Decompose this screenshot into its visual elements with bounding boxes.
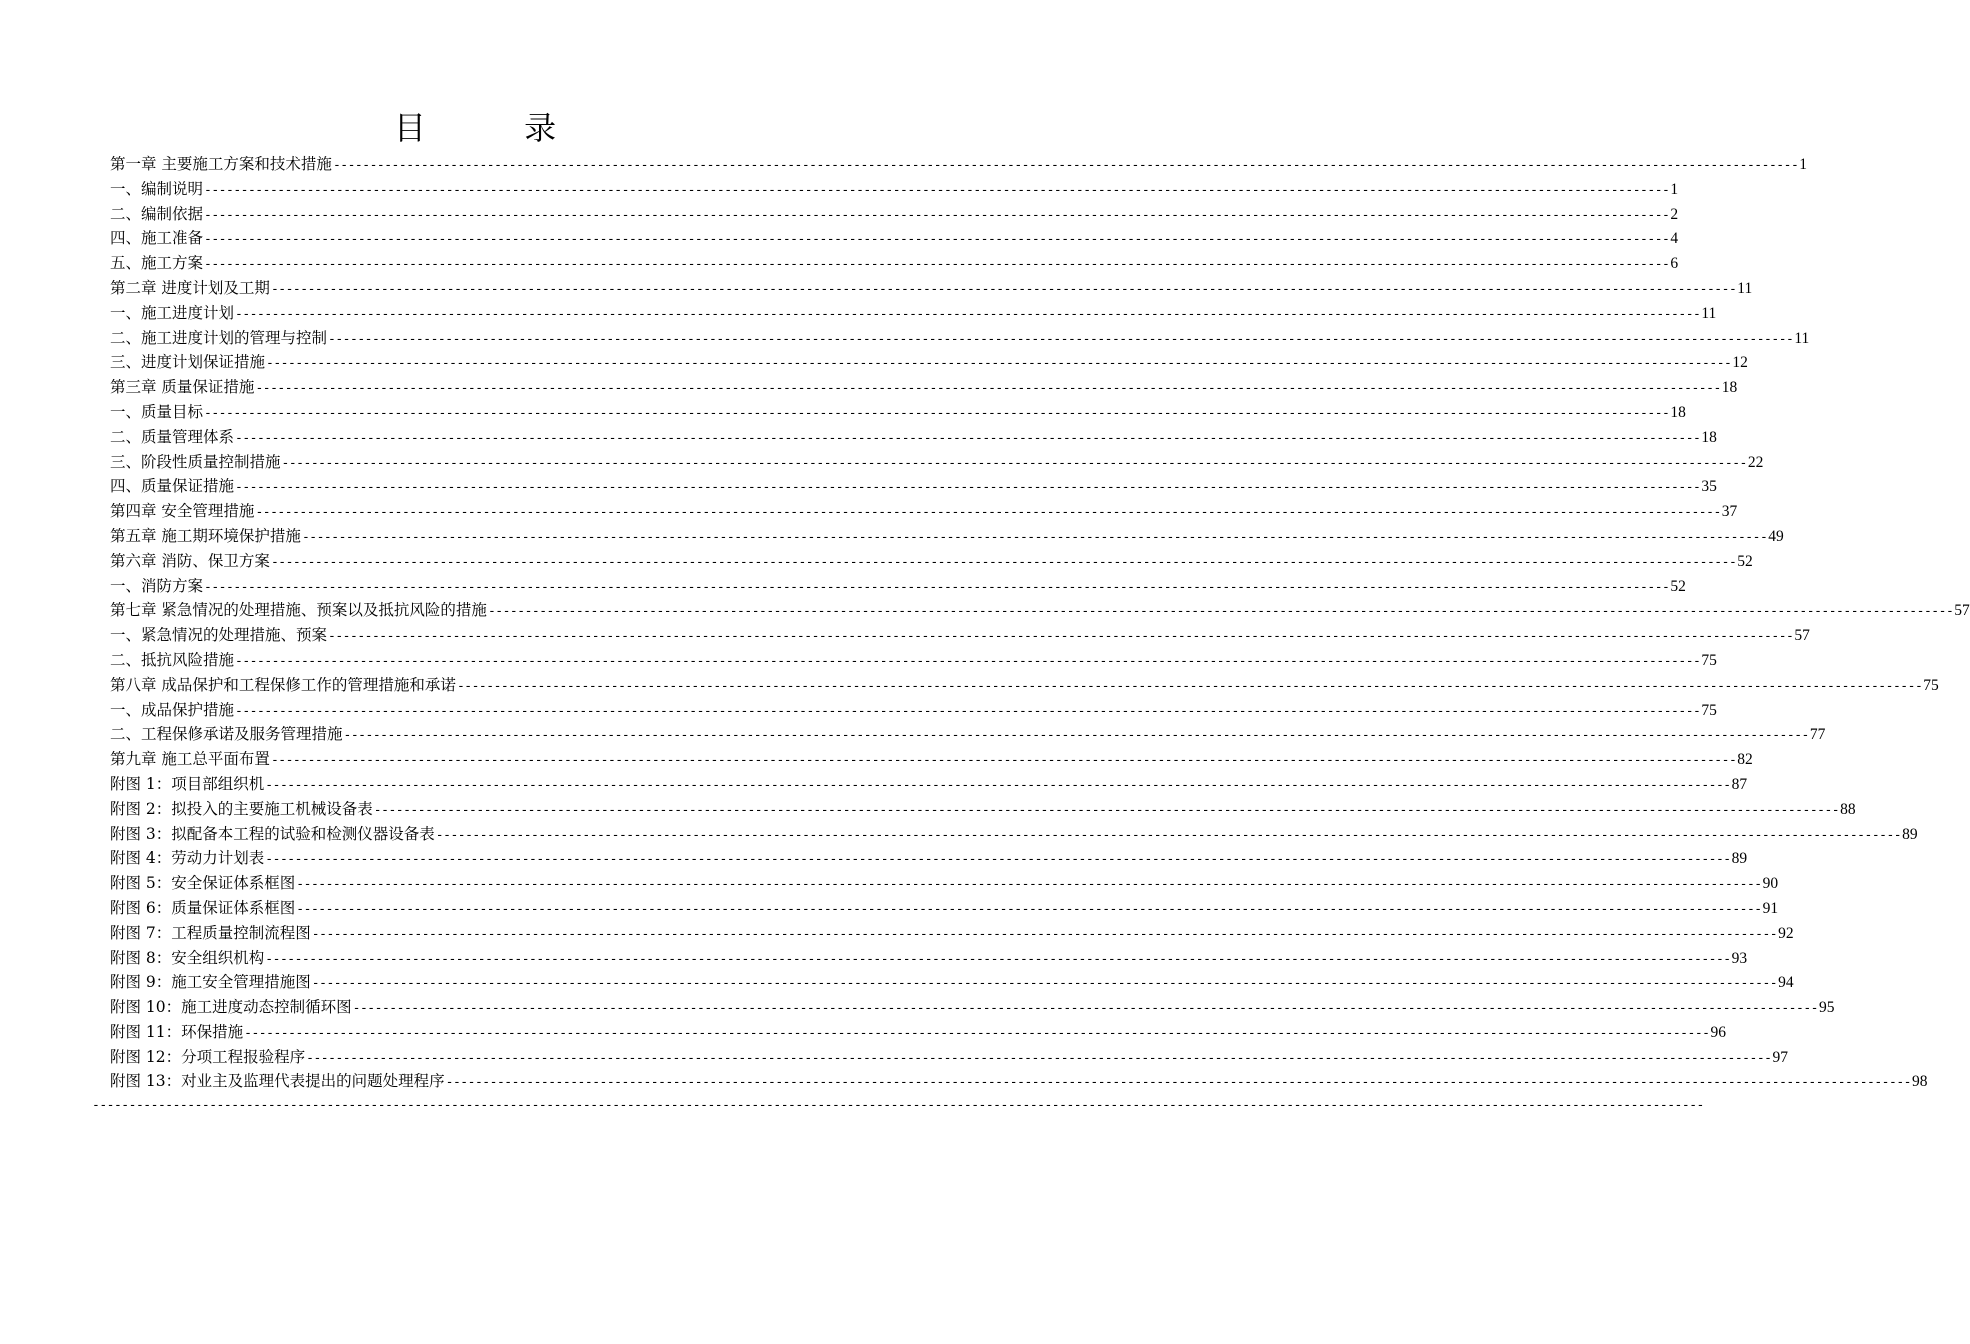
toc-leader-dashes: -------------------------------------------------------------------------------------------------------------------------------------------------------------------------------------------------------- <box>235 306 1701 322</box>
toc-leader-dashes: -------------------------------------------------------------------------------------------------------------------------------------------------------------------------------------------------------- <box>204 182 1670 198</box>
toc-entry-label: 三、阶段性质量控制措施 <box>110 452 281 471</box>
toc-entry-page-number: 92 <box>1778 924 1794 942</box>
toc-entry-page-number: 57 <box>1794 627 1810 645</box>
toc-entry[interactable] <box>110 574 1686 599</box>
toc-entry[interactable] <box>110 1020 1726 1045</box>
toc-leader-dashes: -------------------------------------------------------------------------------------------------------------------------------------------------------------------------------------------------------- <box>255 505 1721 521</box>
toc-entry[interactable] <box>110 375 1738 400</box>
toc-entry-label: 附图 1：项目部组织机 <box>110 774 265 793</box>
toc-list <box>110 152 1970 1094</box>
toc-entry-label: 附图 6：质量保证体系框图 <box>110 898 296 917</box>
toc-leader-dashes: -------------------------------------------------------------------------------------------------------------------------------------------------------------------------------------------------------- <box>332 158 1799 173</box>
toc-entry-label: 二、工程保修承诺及服务管理措施 <box>110 725 343 744</box>
toc-entry-label: 第七章 紧急情况的处理措施、预案以及抵抗风险的措施 <box>110 601 487 620</box>
toc-leader-dashes: -------------------------------------------------------------------------------------------------------------------------------------------------------------------------------------------------------- <box>235 480 1701 496</box>
toc-entry[interactable] <box>110 797 1856 822</box>
toc-entry-label: 第六章 消防、保卫方案 <box>110 551 270 570</box>
toc-entry-page-number: 6 <box>1670 255 1679 273</box>
toc-leader-dashes: -------------------------------------------------------------------------------------------------------------------------------------------------------------------------------------------------------- <box>255 381 1721 397</box>
toc-entry[interactable] <box>110 970 1794 995</box>
toc-entry-page-number: 4 <box>1670 230 1679 248</box>
toc-entry[interactable] <box>110 598 1970 623</box>
toc-leader-dashes: -------------------------------------------------------------------------------------------------------------------------------------------------------------------------------------------------------- <box>456 678 1923 694</box>
toc-entry-label: 附图 4：劳动力计划表 <box>110 849 265 868</box>
toc-leader-dashes: -------------------------------------------------------------------------------------------------------------------------------------------------------------------------------------------------------- <box>270 554 1737 570</box>
toc-entry[interactable] <box>110 722 1826 747</box>
toc-entry-page-number: 98 <box>1912 1073 1928 1091</box>
toc-entry-label: 附图 3：拟配备本工程的试验和检测仪器设备表 <box>110 824 435 843</box>
toc-entry-label: 附图 5：安全保证体系框图 <box>110 874 296 893</box>
toc-leader-dashes: -------------------------------------------------------------------------------------------------------------------------------------------------------------------------------------------------------- <box>352 1001 1818 1017</box>
bottom-divider: ---------------------------------------------------------------------------------------------------------------------------------------------------------------------------------------------------------------------------- <box>92 1098 1704 1113</box>
toc-entry[interactable] <box>110 772 1748 797</box>
toc-entry-label: 五、施工方案 <box>110 254 204 273</box>
toc-leader-dashes: -------------------------------------------------------------------------------------------------------------------------------------------------------------------------------------------------------- <box>435 827 1902 843</box>
toc-entry-label: 附图 8：安全组织机构 <box>110 948 265 967</box>
toc-entry-page-number: 11 <box>1737 279 1753 297</box>
toc-leader-dashes: -------------------------------------------------------------------------------------------------------------------------------------------------------------------------------------------------------- <box>343 728 1809 744</box>
toc-entry[interactable] <box>110 301 1717 326</box>
toc-entry-page-number: 93 <box>1731 949 1748 967</box>
toc-entry[interactable] <box>110 822 1918 847</box>
toc-entry-label: 附图 9：施工安全管理措施图 <box>110 973 311 992</box>
toc-leader-dashes: -------------------------------------------------------------------------------------------------------------------------------------------------------------------------------------------------------- <box>445 1075 1911 1091</box>
toc-entry[interactable] <box>110 276 1753 301</box>
toc-entry-label: 第五章 施工期环境保护措施 <box>110 526 301 545</box>
toc-entry-label: 一、消防方案 <box>110 576 204 595</box>
toc-entry-page-number: 52 <box>1737 552 1753 570</box>
toc-entry-page-number: 35 <box>1701 478 1717 496</box>
toc-entry-page-number: 1 <box>1670 180 1679 198</box>
toc-entry[interactable] <box>110 177 1679 202</box>
toc-leader-dashes: -------------------------------------------------------------------------------------------------------------------------------------------------------------------------------------------------------- <box>270 281 1737 297</box>
toc-leader-dashes: -------------------------------------------------------------------------------------------------------------------------------------------------------------------------------------------------------- <box>311 976 1778 992</box>
toc-entry-label: 附图 11：环保措施 <box>110 1022 244 1041</box>
toc-entry-page-number: 18 <box>1701 428 1717 446</box>
toc-entry-label: 一、编制说明 <box>110 179 204 198</box>
toc-entry-page-number: 11 <box>1701 304 1717 322</box>
toc-leader-dashes: -------------------------------------------------------------------------------------------------------------------------------------------------------------------------------------------------------- <box>204 232 1670 248</box>
toc-entry-page-number: 49 <box>1768 527 1784 545</box>
toc-entry-label: 附图 7：工程质量控制流程图 <box>110 923 311 942</box>
toc-entry-page-number: 22 <box>1747 453 1764 471</box>
toc-leader-dashes: -------------------------------------------------------------------------------------------------------------------------------------------------------------------------------------------------------- <box>204 405 1670 421</box>
toc-entry-label: 一、质量目标 <box>110 402 204 421</box>
toc-entry-page-number: 18 <box>1721 379 1738 397</box>
toc-entry-page-number: 1 <box>1799 156 1808 173</box>
toc-entry[interactable] <box>110 995 1835 1020</box>
toc-entry[interactable] <box>110 846 1748 871</box>
toc-entry-page-number: 37 <box>1721 503 1738 521</box>
toc-entry-page-number: 89 <box>1902 825 1918 843</box>
toc-entry-label: 二、施工进度计划的管理与控制 <box>110 328 328 347</box>
toc-entry-page-number: 75 <box>1923 676 1939 694</box>
toc-entry-label: 第八章 成品保护和工程保修工作的管理措施和承诺 <box>110 675 456 694</box>
toc-leader-dashes: -------------------------------------------------------------------------------------------------------------------------------------------------------------------------------------------------------- <box>306 1050 1772 1066</box>
toc-entry-label: 附图 13：对业主及监理代表提出的问题处理程序 <box>110 1072 445 1091</box>
toc-leader-dashes: -------------------------------------------------------------------------------------------------------------------------------------------------------------------------------------------------------- <box>270 753 1737 769</box>
toc-entry[interactable] <box>110 350 1748 375</box>
toc-entry[interactable] <box>110 896 1779 921</box>
toc-entry-page-number: 97 <box>1772 1048 1788 1066</box>
toc-leader-dashes: -------------------------------------------------------------------------------------------------------------------------------------------------------------------------------------------------------- <box>204 257 1670 273</box>
toc-entry-label: 二、质量管理体系 <box>110 427 235 446</box>
toc-entry-label: 一、成品保护措施 <box>110 700 235 719</box>
toc-leader-dashes: -------------------------------------------------------------------------------------------------------------------------------------------------------------------------------------------------------- <box>235 430 1701 446</box>
toc-entry[interactable] <box>110 202 1679 227</box>
toc-entry-page-number: 96 <box>1710 1023 1726 1041</box>
toc-entry-label: 二、抵抗风险措施 <box>110 650 235 669</box>
toc-entry[interactable] <box>110 673 1939 698</box>
toc-entry[interactable] <box>110 152 1808 177</box>
toc-entry[interactable] <box>110 1045 1788 1070</box>
toc-leader-dashes: -------------------------------------------------------------------------------------------------------------------------------------------------------------------------------------------------------- <box>328 629 1794 645</box>
toc-entry-page-number: 95 <box>1819 999 1835 1017</box>
toc-entry-page-number: 87 <box>1731 775 1748 793</box>
toc-entry[interactable] <box>110 524 1784 549</box>
toc-leader-dashes: -------------------------------------------------------------------------------------------------------------------------------------------------------------------------------------------------------- <box>281 455 1747 471</box>
toc-entry-label: 一、紧急情况的处理措施、预案 <box>110 626 328 645</box>
toc-leader-dashes: -------------------------------------------------------------------------------------------------------------------------------------------------------------------------------------------------------- <box>266 356 1732 372</box>
toc-leader-dashes: -------------------------------------------------------------------------------------------------------------------------------------------------------------------------------------------------------- <box>301 529 1768 545</box>
toc-entry-label: 一、施工进度计划 <box>110 303 235 322</box>
toc-leader-dashes: -------------------------------------------------------------------------------------------------------------------------------------------------------------------------------------------------------- <box>328 331 1794 347</box>
toc-entry[interactable] <box>110 499 1738 524</box>
toc-entry[interactable] <box>110 226 1679 251</box>
toc-entry[interactable] <box>110 474 1717 499</box>
toc-entry-label: 四、施工准备 <box>110 229 204 248</box>
toc-entry[interactable] <box>110 747 1753 772</box>
toc-entry-page-number: 94 <box>1778 974 1794 992</box>
toc-entry[interactable] <box>110 450 1764 475</box>
toc-entry-label: 三、进度计划保证措施 <box>110 353 266 372</box>
toc-leader-dashes: -------------------------------------------------------------------------------------------------------------------------------------------------------------------------------------------------------- <box>311 926 1778 942</box>
toc-entry[interactable] <box>110 1069 1928 1094</box>
toc-entry-page-number: 88 <box>1840 800 1856 818</box>
toc-entry-label: 第三章 质量保证措施 <box>110 378 255 397</box>
toc-entry-label: 四、质量保证措施 <box>110 477 235 496</box>
toc-entry-label: 第二章 进度计划及工期 <box>110 278 270 297</box>
toc-leader-dashes: -------------------------------------------------------------------------------------------------------------------------------------------------------------------------------------------------------- <box>296 901 1762 917</box>
toc-leader-dashes: -------------------------------------------------------------------------------------------------------------------------------------------------------------------------------------------------------- <box>204 579 1670 595</box>
toc-entry-page-number: 52 <box>1670 577 1686 595</box>
toc-leader-dashes: -------------------------------------------------------------------------------------------------------------------------------------------------------------------------------------------------------- <box>265 852 1731 868</box>
toc-title: 目 录 <box>393 109 601 147</box>
toc-entry[interactable] <box>110 946 1748 971</box>
toc-entry-page-number: 89 <box>1731 850 1748 868</box>
toc-entry[interactable] <box>110 251 1679 276</box>
toc-entry-page-number: 91 <box>1762 899 1779 917</box>
toc-entry-page-number: 77 <box>1809 726 1826 744</box>
toc-entry-page-number: 2 <box>1670 205 1679 223</box>
toc-leader-dashes: -------------------------------------------------------------------------------------------------------------------------------------------------------------------------------------------------------- <box>265 777 1731 793</box>
toc-entry-page-number: 82 <box>1737 751 1753 769</box>
toc-entry-page-number: 11 <box>1794 329 1810 347</box>
toc-entry[interactable] <box>110 623 1810 648</box>
toc-entry[interactable] <box>110 698 1717 723</box>
toc-entry[interactable] <box>110 549 1753 574</box>
toc-leader-dashes: -------------------------------------------------------------------------------------------------------------------------------------------------------------------------------------------------------- <box>265 951 1731 967</box>
toc-leader-dashes: -------------------------------------------------------------------------------------------------------------------------------------------------------------------------------------------------------- <box>204 207 1670 223</box>
toc-entry[interactable] <box>110 400 1686 425</box>
toc-entry[interactable] <box>110 871 1779 896</box>
toc-entry[interactable] <box>110 425 1717 450</box>
toc-entry-label: 附图 2：拟投入的主要施工机械设备表 <box>110 799 373 818</box>
toc-entry-page-number: 90 <box>1762 875 1779 893</box>
toc-entry-label: 第一章 主要施工方案和技术措施 <box>110 155 332 173</box>
toc-entry[interactable] <box>110 326 1810 351</box>
toc-entry-page-number: 12 <box>1732 354 1748 372</box>
toc-entry-label: 第九章 施工总平面布置 <box>110 750 270 769</box>
toc-entry-page-number: 75 <box>1701 701 1717 719</box>
toc-entry-label: 二、编制依据 <box>110 204 204 223</box>
toc-entry-page-number: 57 <box>1954 602 1970 620</box>
toc-leader-dashes: -------------------------------------------------------------------------------------------------------------------------------------------------------------------------------------------------------- <box>235 703 1701 719</box>
toc-leader-dashes: -------------------------------------------------------------------------------------------------------------------------------------------------------------------------------------------------------- <box>487 604 1954 620</box>
toc-entry[interactable] <box>110 648 1717 673</box>
toc-entry-label: 第四章 安全管理措施 <box>110 502 255 521</box>
toc-entry-page-number: 18 <box>1670 403 1686 421</box>
toc-entry[interactable] <box>110 921 1794 946</box>
toc-leader-dashes: -------------------------------------------------------------------------------------------------------------------------------------------------------------------------------------------------------- <box>244 1025 1710 1041</box>
toc-entry-page-number: 75 <box>1701 651 1717 669</box>
toc-entry-label: 附图 12：分项工程报验程序 <box>110 1047 306 1066</box>
toc-leader-dashes: -------------------------------------------------------------------------------------------------------------------------------------------------------------------------------------------------------- <box>296 877 1762 893</box>
toc-entry-label: 附图 10：施工进度动态控制循环图 <box>110 998 352 1017</box>
toc-leader-dashes: -------------------------------------------------------------------------------------------------------------------------------------------------------------------------------------------------------- <box>373 802 1840 818</box>
toc-leader-dashes: -------------------------------------------------------------------------------------------------------------------------------------------------------------------------------------------------------- <box>235 653 1701 669</box>
